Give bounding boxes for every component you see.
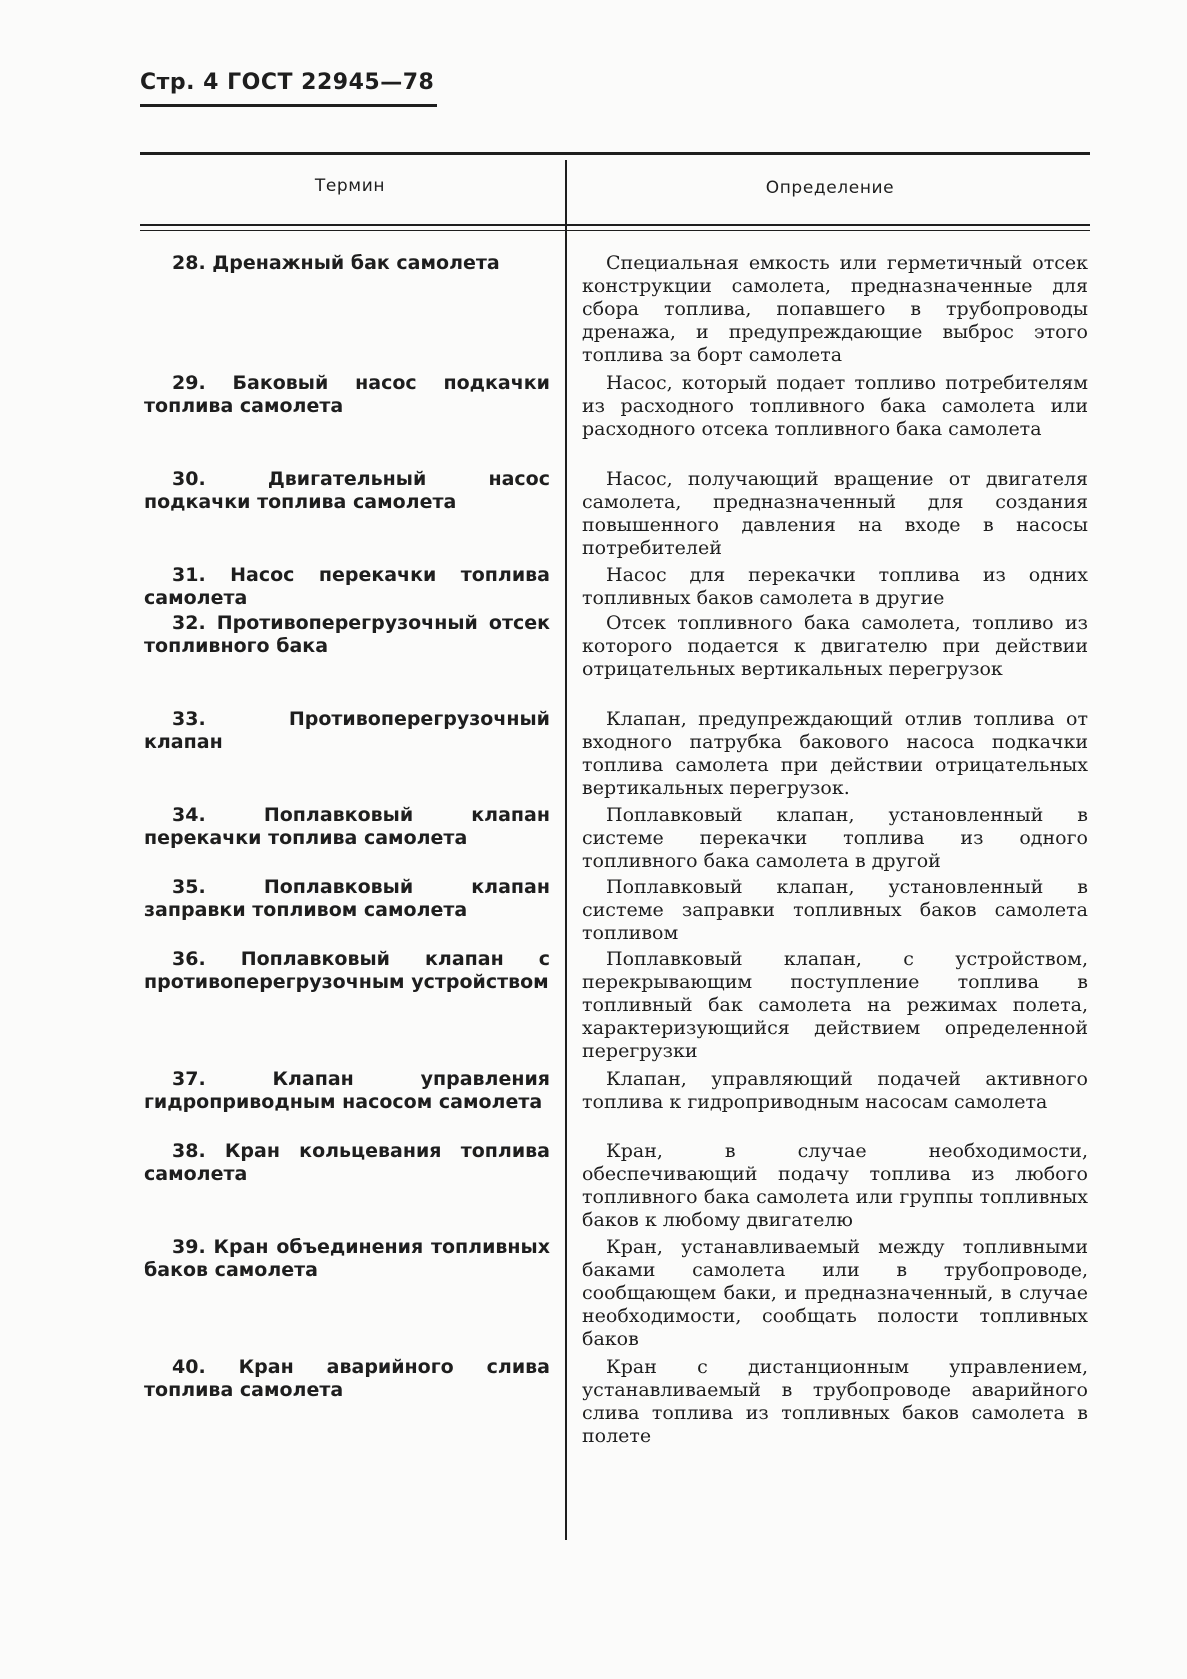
term-number: 38. <box>172 1140 206 1162</box>
term-number: 32. <box>172 612 206 634</box>
table-row-definition: Кран с дистанционным управлением, устанавливаемый в трубопроводе аварийного слива топлива из топливных баков самолета в полете <box>582 1356 1088 1447</box>
table-row-term <box>144 948 550 994</box>
term-text: Клапан управления гидроприводным насосом самолета <box>144 1068 550 1113</box>
table-row-term <box>144 564 550 610</box>
term-number: 28. <box>172 252 206 274</box>
column-header-term: Термин <box>314 176 386 196</box>
table-row-term <box>144 876 550 922</box>
table-row-definition: Насос для перекачки топлива из одних топливных баков самолета в другие <box>582 564 1088 609</box>
column-divider <box>565 160 567 1540</box>
table-row-definition: Кран, в случае необходимости, обеспечивающий подачу топлива из любого топливного бака самолета или группы топливных баков к любому двигателю <box>582 1140 1088 1231</box>
header-rule-secondary <box>140 230 1090 231</box>
term-number: 30. <box>172 468 206 490</box>
table-row-term <box>144 1140 550 1186</box>
table-row-term <box>144 1236 550 1282</box>
term-text: Кран объединения топливных баков самолета <box>144 1236 550 1281</box>
table-row-term <box>144 372 550 418</box>
table-row-term <box>144 1068 550 1114</box>
term-text: Поплавковый клапан заправки топливом самолета <box>144 876 550 921</box>
term-number: 34. <box>172 804 206 826</box>
term-text: Противоперегрузочный отсек топливного бака <box>144 612 550 657</box>
table-row-definition: Поплавковый клапан, установленный в системе заправки топливных баков самолета топливом <box>582 876 1088 944</box>
term-number: 39. <box>172 1236 206 1258</box>
term-text: Дренажный бак самолета <box>212 252 500 274</box>
term-number: 37. <box>172 1068 206 1090</box>
table-row-term <box>144 252 550 275</box>
table-row-definition: Специальная емкость или герметичный отсек конструкции самолета, предназначенные для сбора топлива, попавшего в трубопроводы дренажа, и предупреждающие выброс этого топлива за борт самолета <box>582 252 1088 366</box>
term-text: Двигательный насос подкачки топлива самолета <box>144 468 550 513</box>
table-row-definition: Кран, устанавливаемый между топливными баками самолета или в трубопроводе, сообщающем баки, и предназначенный, в случае необходимости, сообщать полости топливных баков <box>582 1236 1088 1350</box>
table-row-term <box>144 1356 550 1402</box>
table-row-definition: Насос, который подает топливо потребителям из расходного топливного бака самолета или расходного отсека топливного бака самолета <box>582 372 1088 440</box>
column-header-definition: Определение <box>765 178 895 198</box>
term-text: Поплавковый клапан с противоперегрузочным устройством <box>144 948 550 993</box>
header-underline <box>140 104 437 107</box>
table-row-definition: Отсек топливного бака самолета, топливо из которого подается к двигателю при действии отрицательных вертикальных перегрузок <box>582 612 1088 680</box>
term-number: 31. <box>172 564 206 586</box>
table-row-term <box>144 468 550 514</box>
term-text: Кран кольцевания топлива самолета <box>144 1140 550 1185</box>
table-row-definition: Клапан, управляющий подачей активного топлива к гидроприводным насосам самолета <box>582 1068 1088 1113</box>
term-text: Кран аварийного слива топлива самолета <box>144 1356 550 1401</box>
term-text: Баковый насос подкачки топлива самолета <box>144 372 550 417</box>
term-number: 36. <box>172 948 206 970</box>
term-number: 35. <box>172 876 206 898</box>
table-row-definition: Клапан, предупреждающий отлив топлива от входного патрубка бакового насоса подкачки топлива самолета при действии отрицательных вертикальных перегрузок. <box>582 708 1088 799</box>
term-number: 29. <box>172 372 206 394</box>
term-text: Поплавковый клапан перекачки топлива самолета <box>144 804 550 849</box>
page-header: Стр. 4 ГОСТ 22945—78 <box>140 70 435 95</box>
term-number: 40. <box>172 1356 206 1378</box>
table-row-term <box>144 708 550 754</box>
term-number: 33. <box>172 708 206 730</box>
table-row-term <box>144 804 550 850</box>
table-row-definition: Насос, получающий вращение от двигателя самолета, предназначенный для создания повышенного давления на входе в насосы потребителей <box>582 468 1088 559</box>
table-top-rule <box>140 152 1090 155</box>
table-row-definition: Поплавковый клапан, установленный в системе перекачки топлива из одного топливного бака самолета в другой <box>582 804 1088 872</box>
table-row-term <box>144 612 550 658</box>
table-row-definition: Поплавковый клапан, с устройством, перекрывающим поступление топлива в топливный бак самолета на режимах полета, характеризующийся действием определенной перегрузки <box>582 948 1088 1062</box>
header-rule <box>140 224 1090 226</box>
term-text: Противоперегрузочный клапан <box>144 708 550 753</box>
term-text: Насос перекачки топлива самолета <box>144 564 550 609</box>
